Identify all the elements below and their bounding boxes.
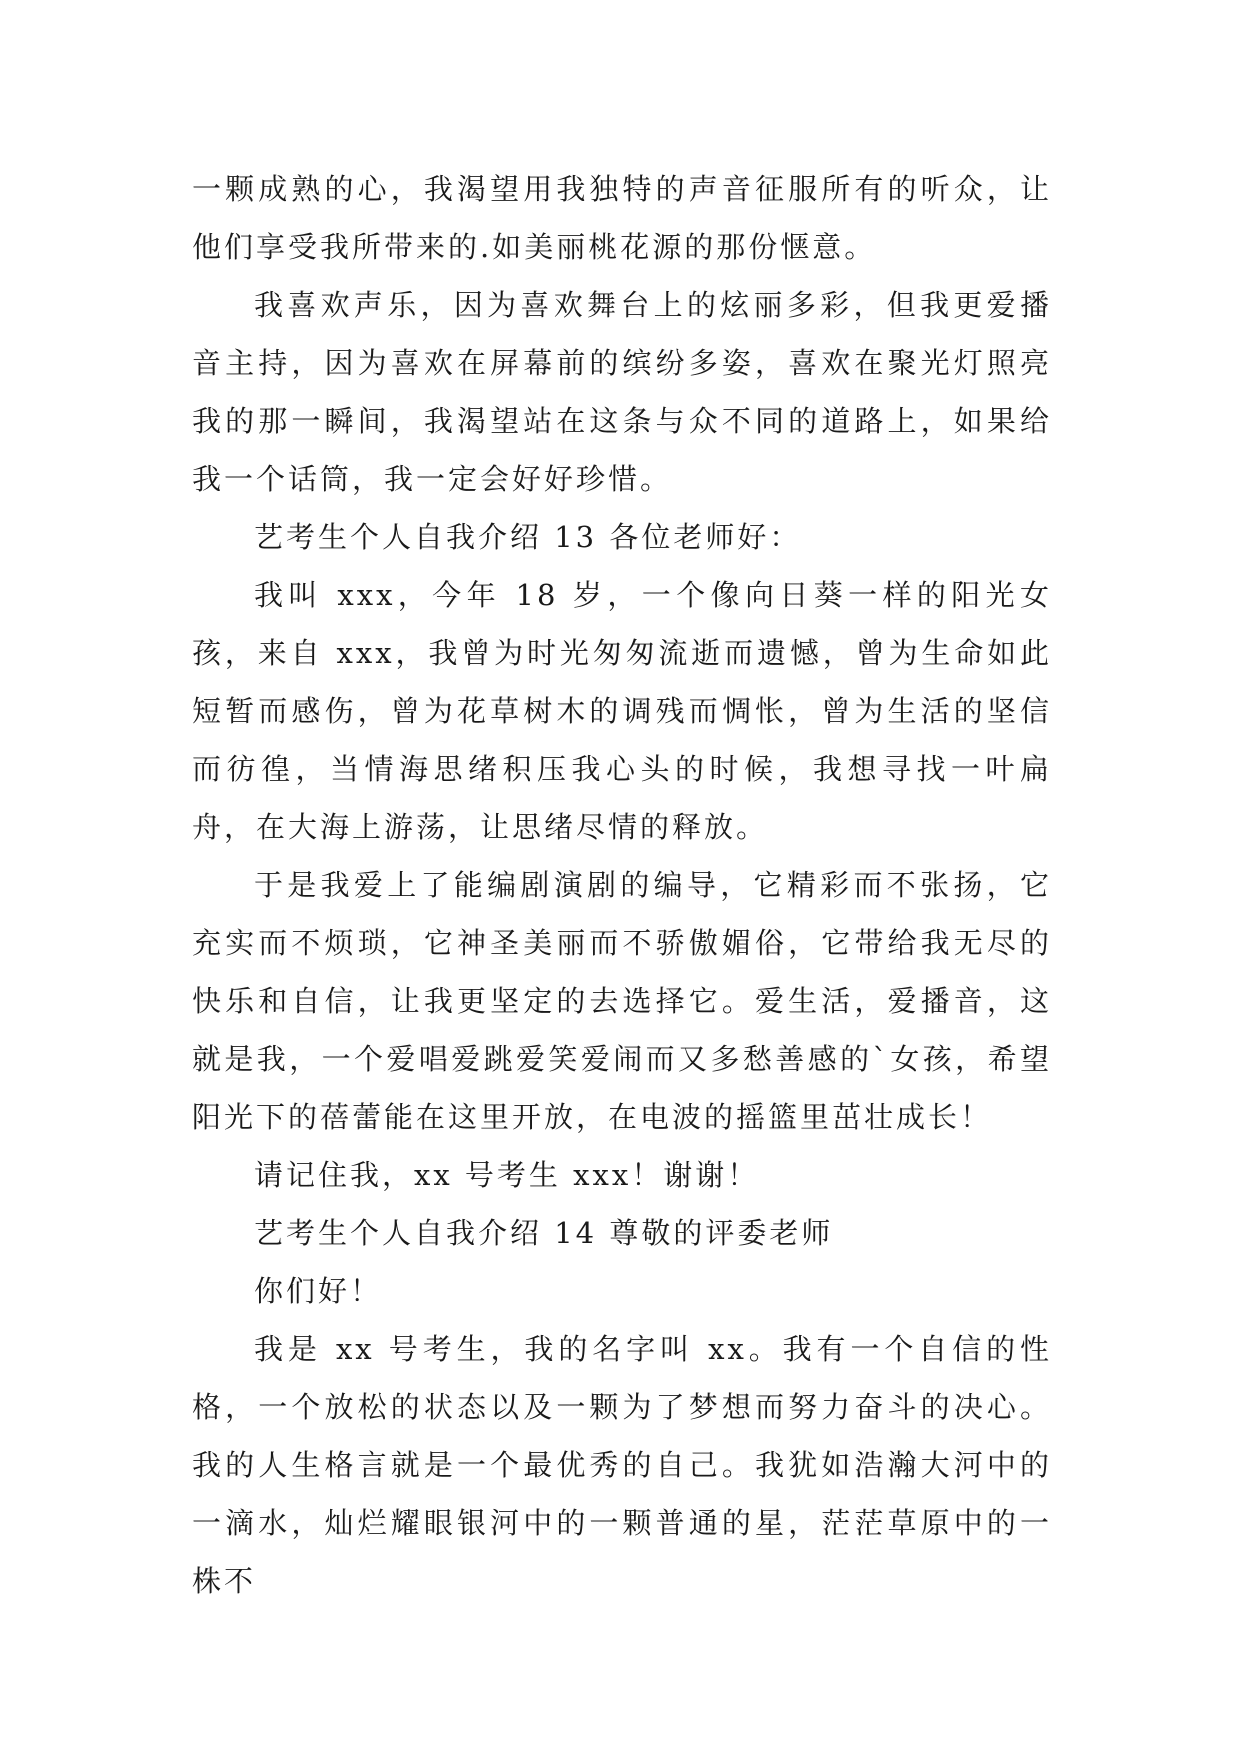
paragraph-4: 于是我爱上了能编剧演剧的编导，它精彩而不张扬，它充实而不烦琐，它神圣美丽而不骄傲媚俗，它带给我无尽的快乐和自信，让我更坚定的去选择它。爱生活，爱播音，这就是我，一个爱唱爱跳爱笑爱闹而又多愁善感的`女孩，希望阳光下的蓓蕾能在这里开放，在电波的摇篮里茁壮成长！ xyxy=(192,868,1052,1134)
document-body xyxy=(192,160,1052,1610)
section-heading-13: 艺考生个人自我介绍 13 各位老师好： xyxy=(254,520,802,554)
paragraph-6: 我是 xx 号考生，我的名字叫 xx。我有一个自信的性格，一个放松的状态以及一颗为了梦想而努力奋斗的决心。我的人生格言就是一个最优秀的自己。我犹如浩瀚大河中的一滴水，灿烂耀眼银河中的一颗普通的星，茫茫草原中的一株不 xyxy=(192,1332,1052,1598)
paragraph-3: 我叫 xxx，今年 18 岁，一个像向日葵一样的阳光女孩，来自 xxx，我曾为时光匆匆流逝而遗憾，曾为生命如此短暂而感伤，曾为花草树木的调残而惆怅，曾为生活的坚信而彷徨，当情海思绪积压我心头的时候，我想寻找一叶扁舟，在大海上游荡，让思绪尽情的释放。 xyxy=(192,578,1052,844)
paragraph-2: 我喜欢声乐，因为喜欢舞台上的炫丽多彩，但我更爱播音主持，因为喜欢在屏幕前的缤纷多姿，喜欢在聚光灯照亮我的那一瞬间，我渴望站在这条与众不同的道路上，如果给我一个话筒，我一定会好好珍惜。 xyxy=(192,288,1052,496)
greeting: 你们好！ xyxy=(254,1274,383,1308)
paragraph-5: 请记住我，xx 号考生 xxx！谢谢！ xyxy=(254,1158,760,1192)
section-heading-14: 艺考生个人自我介绍 14 尊敬的评委老师 xyxy=(254,1216,834,1250)
paragraph-1: 一颗成熟的心，我渴望用我独特的声音征服所有的听众，让他们享受我所带来的.如美丽桃花源的那份惬意。 xyxy=(192,172,1052,264)
